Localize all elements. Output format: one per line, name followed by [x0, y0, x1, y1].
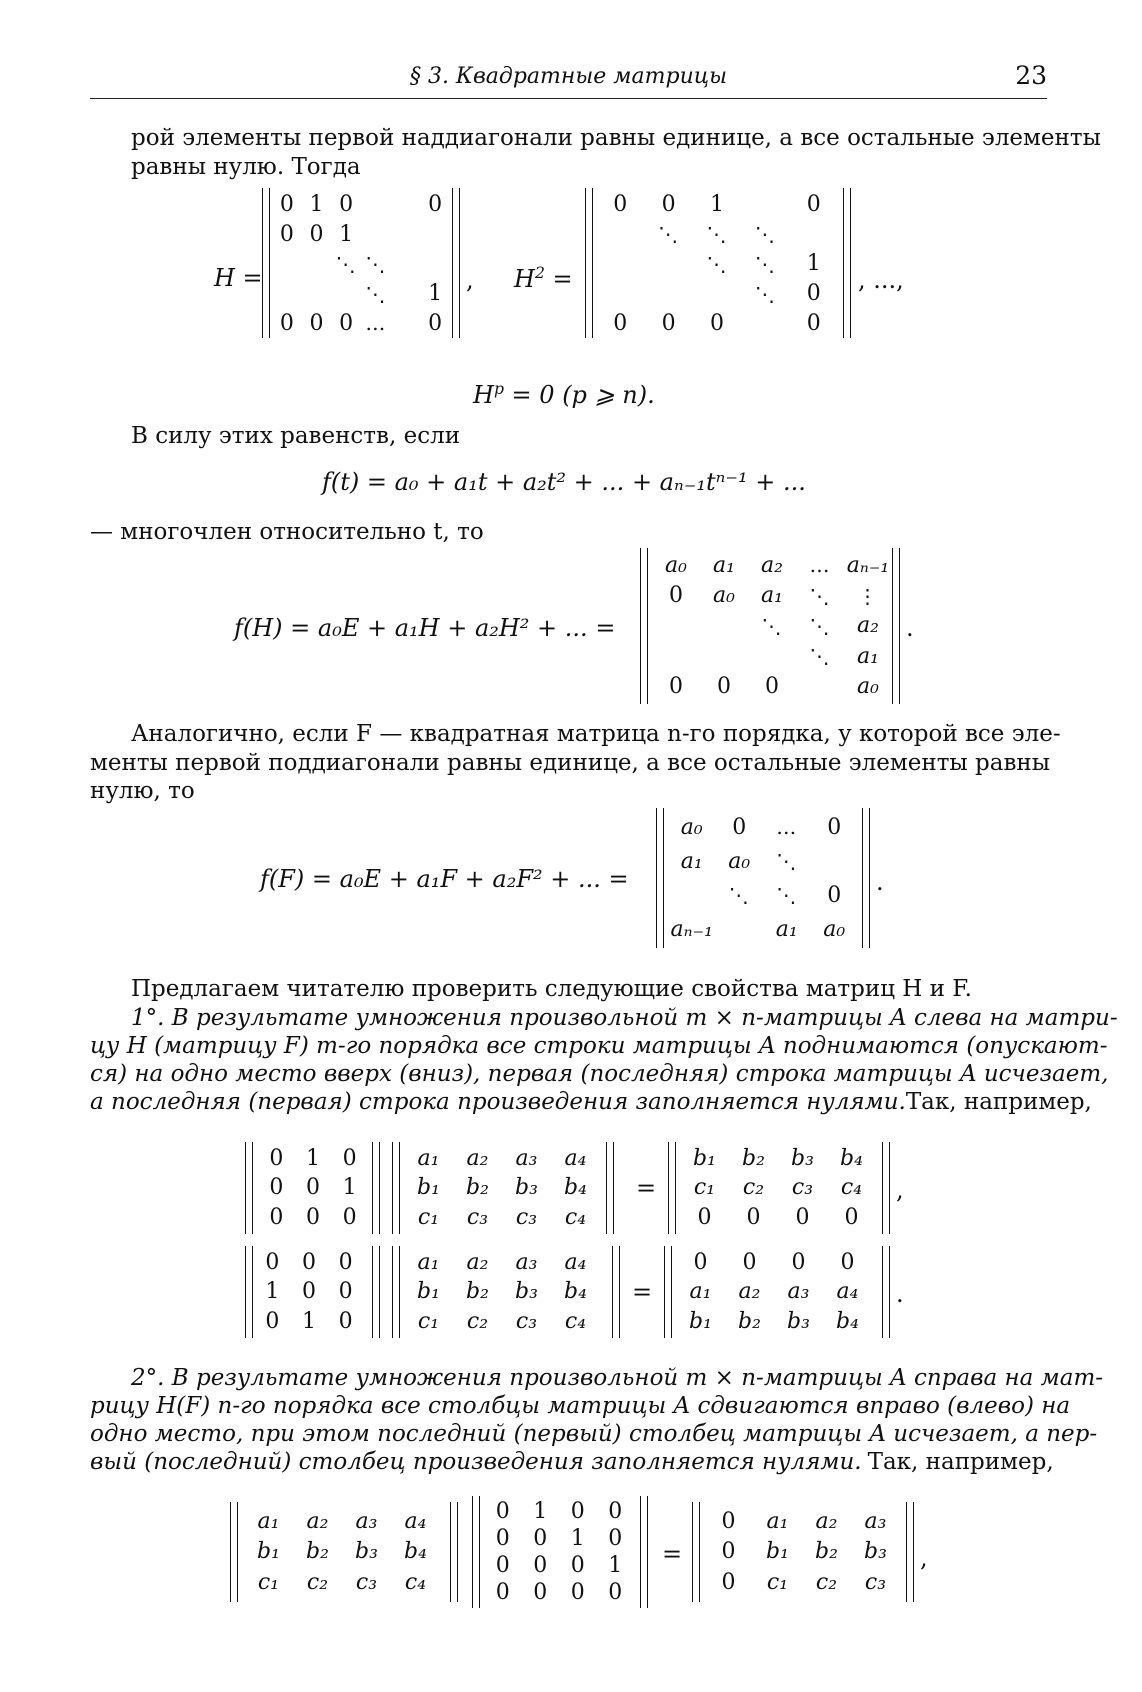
matrix-cell: 0 [533, 1580, 548, 1605]
matrix-cell: c₃ [791, 1175, 814, 1201]
ex2-matrix-F3 [254, 1248, 364, 1336]
matrix-cell: 0 [840, 1250, 855, 1276]
para1-line1: рой элементы первой наддиагонали равны единице, а все остальные элементы [131, 125, 1101, 151]
matrix-cell: 0 [339, 310, 354, 336]
matrix-cell: b₃ [355, 1539, 378, 1565]
matrix-cell: c₃ [466, 1204, 489, 1230]
matrix-cell: a₀ [680, 814, 703, 840]
matrix-cell: 0 [269, 1146, 284, 1172]
eq-H-tail: , ..., [858, 266, 904, 294]
matrix-cell: ⋱ [776, 849, 798, 873]
matrix-cell: a₃ [355, 1508, 378, 1534]
matrix-cell: ⋱ [335, 251, 357, 276]
matrix-cell: 0 [533, 1526, 548, 1551]
matrix-cell: b₂ [466, 1175, 489, 1201]
matrix-cell: ⋱ [754, 251, 776, 276]
matrix-cell: 0 [495, 1526, 510, 1551]
matrix-cell: c₃ [864, 1570, 887, 1596]
matrix-cell: 0 [339, 192, 354, 218]
ex3-H4-right-bar [640, 1496, 648, 1608]
matrix-cell: b₁ [417, 1175, 440, 1201]
matrix-cell: a₀ [857, 674, 879, 700]
matrix-cell: b₁ [693, 1146, 716, 1172]
matrix-cell: 0 [338, 1250, 353, 1276]
matrix-cell: b₂ [742, 1146, 765, 1172]
matrix-cell: a₁ [857, 643, 879, 669]
matrix-cell: a₄ [404, 1508, 427, 1534]
matrix-cell: c₁ [766, 1570, 789, 1596]
matrix-cell: 0 [495, 1553, 510, 1578]
matrix-cell: ⋱ [754, 222, 776, 247]
matrix-cell: b₄ [564, 1175, 587, 1201]
eq-ft: f(t) = a₀ + a₁t + a₂t² + ... + aₙ₋₁tⁿ⁻¹ + ... [322, 468, 806, 496]
ex3-matrix-A [244, 1506, 440, 1598]
matrix-cell: 0 [269, 1175, 284, 1201]
ex3-A-left-bar [230, 1502, 238, 1602]
matrix-cell: ⋱ [365, 281, 387, 306]
ex2-F3-left-bar [245, 1246, 253, 1338]
matrix-cell: 1 [608, 1553, 623, 1578]
ex2-F3-right-bar [372, 1246, 380, 1338]
matrix-cell: aₙ₋₁ [670, 916, 713, 942]
matrix-cell: a₀ [713, 583, 735, 609]
matrix-cell: 0 [717, 674, 731, 700]
prop2-line4-italic: вый (последний) столбец произведения заполняется нулями. [90, 1449, 862, 1475]
matrix-cell: ⋱ [706, 222, 728, 247]
matrix-cell: a₀ [823, 916, 846, 942]
ex3-matrix-result [704, 1506, 900, 1598]
matrix-cell: c₁ [257, 1570, 280, 1596]
matrix-cell: c₂ [742, 1175, 765, 1201]
matrix-H2-left-bar [585, 188, 593, 338]
section-title: § 3. Квадратные матрицы [409, 64, 728, 89]
matrix-cell: 0 [309, 221, 324, 247]
ex2-A-left-bar [392, 1246, 400, 1338]
matrix-cell: a₂ [761, 552, 783, 578]
matrix-cell: a₄ [564, 1146, 587, 1172]
ex3-end: , [920, 1544, 928, 1572]
matrix-cell: a₃ [515, 1146, 538, 1172]
ex1-A-left-bar [392, 1142, 400, 1234]
ex2-R-right-bar [882, 1246, 890, 1338]
matrix-cell: c₄ [564, 1308, 587, 1334]
ex1-end: , [896, 1176, 904, 1204]
matrix-cell: ⋱ [706, 251, 728, 276]
matrix-cell: b₃ [791, 1146, 814, 1172]
matrix-cell: ⋱ [809, 613, 831, 638]
matrix-cell: 0 [428, 310, 443, 336]
eq-H-lhs: H = [214, 264, 263, 292]
matrix-H2 [596, 190, 838, 338]
matrix-cell: 0 [570, 1553, 585, 1578]
prop1-line3: ся) на одно место вверх (вниз), первая (последняя) строка матрицы A исчезает, [90, 1061, 1109, 1087]
matrix-cell: b₃ [787, 1308, 810, 1334]
matrix-fF-left-bar [656, 808, 664, 948]
matrix-cell: … [776, 815, 798, 839]
matrix-cell: b₁ [257, 1539, 280, 1565]
ex2-matrix-A [404, 1248, 600, 1336]
ex3-R-right-bar [906, 1502, 914, 1602]
matrix-cell: 0 [742, 1250, 757, 1276]
matrix-cell: a₄ [564, 1250, 587, 1276]
matrix-cell: a₁ [775, 916, 798, 942]
ex1-matrix-A [404, 1144, 600, 1232]
eq-H2-letter: H [514, 265, 535, 293]
matrix-cell: b₂ [466, 1279, 489, 1305]
para4-line2: менты первой поддиагонали равны единице, а все остальные элементы равны [90, 750, 1051, 776]
ex2-R-left-bar [664, 1246, 672, 1338]
matrix-cell: c₃ [355, 1570, 378, 1596]
para5: Предлагаем читателю проверить следующие свойства матриц H и F. [131, 976, 972, 1002]
matrix-cell: 0 [533, 1553, 548, 1578]
matrix-cell: a₃ [787, 1279, 810, 1305]
matrix-cell: a₂ [306, 1508, 329, 1534]
matrix-cell: c₄ [404, 1570, 427, 1596]
matrix-cell: 0 [279, 192, 294, 218]
matrix-cell: 1 [533, 1499, 548, 1524]
prop2-line3: одно место, при этом последний (первый) столбец матрицы A исчезает, а пер- [90, 1421, 1098, 1447]
matrix-cell: b₃ [864, 1539, 887, 1565]
matrix-H-left-bar [262, 188, 270, 338]
matrix-cell: 0 [669, 674, 683, 700]
matrix-cell: 1 [428, 281, 443, 307]
matrix-cell: 0 [301, 1279, 316, 1305]
ex3-A-right-bar [450, 1502, 458, 1602]
matrix-cell: 0 [305, 1175, 320, 1201]
matrix-cell: a₁ [257, 1508, 280, 1534]
matrix-cell: 0 [613, 192, 628, 218]
ex1-equals: = [636, 1174, 657, 1202]
matrix-cell: a₁ [417, 1146, 440, 1172]
para1-line2: равны нулю. Тогда [131, 154, 361, 180]
matrix-cell: 0 [279, 310, 294, 336]
ex1-A-right-bar [606, 1142, 614, 1234]
eqfH-period: . [906, 614, 914, 642]
matrix-cell: a₁ [761, 583, 783, 609]
matrix-cell: ⋱ [761, 613, 783, 638]
ex3-H4-left-bar [472, 1496, 480, 1608]
matrix-cell: 0 [428, 192, 443, 218]
ex3-R-left-bar [692, 1502, 700, 1602]
matrix-cell: a₃ [864, 1508, 887, 1534]
page-number: 23 [1015, 61, 1047, 90]
matrix-cell: 1 [709, 192, 724, 218]
matrix-cell: 0 [693, 1250, 708, 1276]
matrix-cell: 0 [342, 1204, 357, 1230]
matrix-cell: 1 [339, 221, 354, 247]
prop1-line4 [90, 1088, 1092, 1116]
matrix-cell: 1 [309, 192, 324, 218]
prop2-line4-example: Так, например, [867, 1449, 1054, 1475]
prop2-line1: 2°. В результате умножения произвольной m × n-матрицы A справа на мат- [131, 1365, 1104, 1391]
matrix-cell: b₁ [766, 1539, 789, 1565]
ex1-R-left-bar [668, 1142, 676, 1234]
matrix-cell: 0 [301, 1250, 316, 1276]
matrix-cell: 0 [806, 192, 821, 218]
matrix-H2-right-bar [843, 188, 851, 338]
matrix-cell: a₂ [466, 1146, 489, 1172]
eq-Hp-rhs: = 0 (p ⩾ n). [503, 381, 655, 409]
matrix-cell: 1 [265, 1279, 280, 1305]
matrix-cell: 0 [342, 1146, 357, 1172]
eqfF-lhs: f(F) = a₀E + a₁F + a₂F² + ... = [260, 865, 629, 893]
eq-H2-sup: 2 [534, 264, 545, 282]
matrix-cell: a₂ [815, 1508, 838, 1534]
matrix-cell: a₂ [857, 613, 879, 639]
eq-Hp [473, 380, 655, 409]
prop1-line2: цу H (матрицу F) m-го порядка все строки матрицы A поднимаются (опускают- [90, 1033, 1108, 1059]
matrix-cell: 0 [746, 1204, 761, 1230]
eq-H-comma: , [466, 266, 474, 294]
matrix-fF-right-bar [862, 808, 870, 948]
matrix-H-right-bar [452, 188, 460, 338]
matrix-cell: a₀ [665, 552, 687, 578]
matrix-cell: a₁ [766, 1508, 789, 1534]
matrix-cell: a₂ [738, 1279, 761, 1305]
matrix-cell: c₃ [515, 1308, 538, 1334]
matrix-cell: ⋱ [365, 251, 387, 276]
ex2-A-right-bar [612, 1246, 620, 1338]
matrix-cell: ⋮ [857, 583, 879, 608]
matrix-cell: 0 [269, 1204, 284, 1230]
matrix-cell: c₄ [564, 1204, 587, 1230]
matrix-fF [668, 810, 858, 946]
matrix-cell: c₁ [417, 1308, 440, 1334]
eqfH-lhs: f(H) = a₀E + a₁H + a₂H² + ... = [234, 614, 616, 642]
matrix-cell: 1 [806, 251, 821, 277]
ex1-H3-right-bar [372, 1142, 380, 1234]
matrix-cell: 0 [661, 192, 676, 218]
matrix-cell: 0 [732, 814, 747, 840]
matrix-cell: … [365, 311, 387, 336]
eq-Hp-sup: p [493, 380, 504, 398]
ex1-matrix-H3 [258, 1144, 368, 1232]
eqfF-period: . [876, 868, 884, 896]
prop2-line4 [90, 1448, 1054, 1476]
matrix-cell: a₁ [680, 848, 703, 874]
matrix-fH-right-bar [892, 548, 900, 704]
ex1-H3-left-bar [245, 1142, 253, 1234]
matrix-cell: 0 [709, 310, 724, 336]
matrix-cell: c₂ [306, 1570, 329, 1596]
matrix-H [272, 190, 450, 338]
matrix-cell: b₂ [738, 1308, 761, 1334]
matrix-cell: 0 [806, 310, 821, 336]
ex2-matrix-result [676, 1248, 872, 1336]
matrix-cell: 0 [338, 1308, 353, 1334]
matrix-cell: 0 [844, 1204, 859, 1230]
prop1-line1: 1°. В результате умножения произвольной m × n-матрицы A слева на матри- [131, 1005, 1118, 1031]
matrix-cell: c₁ [417, 1204, 440, 1230]
matrix-cell: 0 [806, 281, 821, 307]
matrix-cell: a₀ [728, 848, 751, 874]
matrix-cell: 0 [279, 221, 294, 247]
prop1-line4-italic: а последняя (первая) строка произведения заполняется нулями. [90, 1089, 906, 1115]
matrix-cell: c₃ [515, 1204, 538, 1230]
matrix-cell: … [809, 553, 831, 578]
matrix-cell: 0 [608, 1580, 623, 1605]
matrix-cell: 0 [265, 1308, 280, 1334]
matrix-cell: 0 [791, 1250, 806, 1276]
matrix-cell: 0 [570, 1499, 585, 1524]
matrix-cell: ⋱ [809, 583, 831, 608]
matrix-cell: b₁ [417, 1279, 440, 1305]
matrix-cell: aₙ₋₁ [846, 552, 890, 578]
matrix-cell: c₂ [466, 1308, 489, 1334]
matrix-cell: 0 [697, 1204, 712, 1230]
matrix-cell: ⋱ [809, 644, 831, 669]
ex1-matrix-result [680, 1144, 876, 1232]
eq-H2-equals: = [552, 265, 573, 293]
para4-line3: нулю, то [90, 778, 195, 804]
matrix-cell: b₃ [515, 1175, 538, 1201]
prop2-line2: рицу H(F) n-го порядка все столбцы матрицы A сдвигаются вправо (влево) на [90, 1393, 1071, 1419]
matrix-cell: b₄ [564, 1279, 587, 1305]
ex2-equals: = [632, 1278, 653, 1306]
matrix-cell: c₂ [815, 1570, 838, 1596]
matrix-cell: a₁ [713, 552, 735, 578]
matrix-cell: ⋱ [754, 281, 776, 306]
ex3-matrix-H4 [484, 1498, 634, 1606]
matrix-cell: a₁ [417, 1250, 440, 1276]
matrix-cell: 0 [495, 1499, 510, 1524]
matrix-cell: a₂ [466, 1250, 489, 1276]
matrix-cell: 0 [827, 814, 842, 840]
running-header [90, 61, 1047, 99]
matrix-cell: b₃ [515, 1279, 538, 1305]
para3: — многочлен относительно t, то [90, 519, 484, 545]
matrix-cell: 0 [827, 882, 842, 908]
matrix-cell: b₄ [836, 1308, 859, 1334]
matrix-cell: 0 [495, 1580, 510, 1605]
matrix-cell: a₁ [689, 1279, 712, 1305]
matrix-cell: 0 [608, 1499, 623, 1524]
matrix-cell: ⋱ [658, 222, 680, 247]
matrix-cell: 0 [795, 1204, 810, 1230]
matrix-cell: ⋱ [776, 883, 798, 907]
matrix-cell: 1 [301, 1308, 316, 1334]
matrix-cell: c₄ [840, 1175, 863, 1201]
matrix-cell: 0 [338, 1279, 353, 1305]
matrix-cell: 1 [305, 1146, 320, 1172]
matrix-cell: 0 [721, 1539, 736, 1565]
ex2-end: . [896, 1280, 904, 1308]
matrix-cell: ⋱ [728, 883, 750, 907]
matrix-cell: 0 [721, 1570, 736, 1596]
matrix-cell: 0 [669, 583, 683, 609]
matrix-cell: c₁ [693, 1175, 716, 1201]
matrix-cell: 0 [608, 1526, 623, 1551]
matrix-fH-left-bar [640, 548, 648, 704]
eq-H2-lhs [514, 264, 573, 293]
matrix-cell: b₄ [404, 1539, 427, 1565]
matrix-cell: 0 [661, 310, 676, 336]
matrix-fH [652, 550, 892, 702]
matrix-cell: 0 [570, 1580, 585, 1605]
matrix-cell: b₂ [306, 1539, 329, 1565]
matrix-cell: a₃ [515, 1250, 538, 1276]
matrix-cell: 0 [309, 310, 324, 336]
ex1-R-right-bar [882, 1142, 890, 1234]
matrix-cell: 1 [342, 1175, 357, 1201]
prop1-line4-example: Так, например, [905, 1089, 1092, 1115]
matrix-cell: 0 [265, 1250, 280, 1276]
matrix-cell: b₂ [815, 1539, 838, 1565]
para4-line1: Аналогично, если F — квадратная матрица n-го порядка, у которой все эле- [131, 721, 1061, 747]
ex3-equals: = [662, 1540, 683, 1568]
matrix-cell: 1 [570, 1526, 585, 1551]
matrix-cell: 0 [613, 310, 628, 336]
matrix-cell: 0 [721, 1508, 736, 1534]
matrix-cell: b₄ [840, 1146, 863, 1172]
matrix-cell: 0 [765, 674, 779, 700]
matrix-cell: b₁ [689, 1308, 712, 1334]
para2: В силу этих равенств, если [131, 423, 461, 449]
matrix-cell: a₄ [836, 1279, 859, 1305]
matrix-cell: 0 [305, 1204, 320, 1230]
eq-Hp-letter: H [473, 381, 494, 409]
